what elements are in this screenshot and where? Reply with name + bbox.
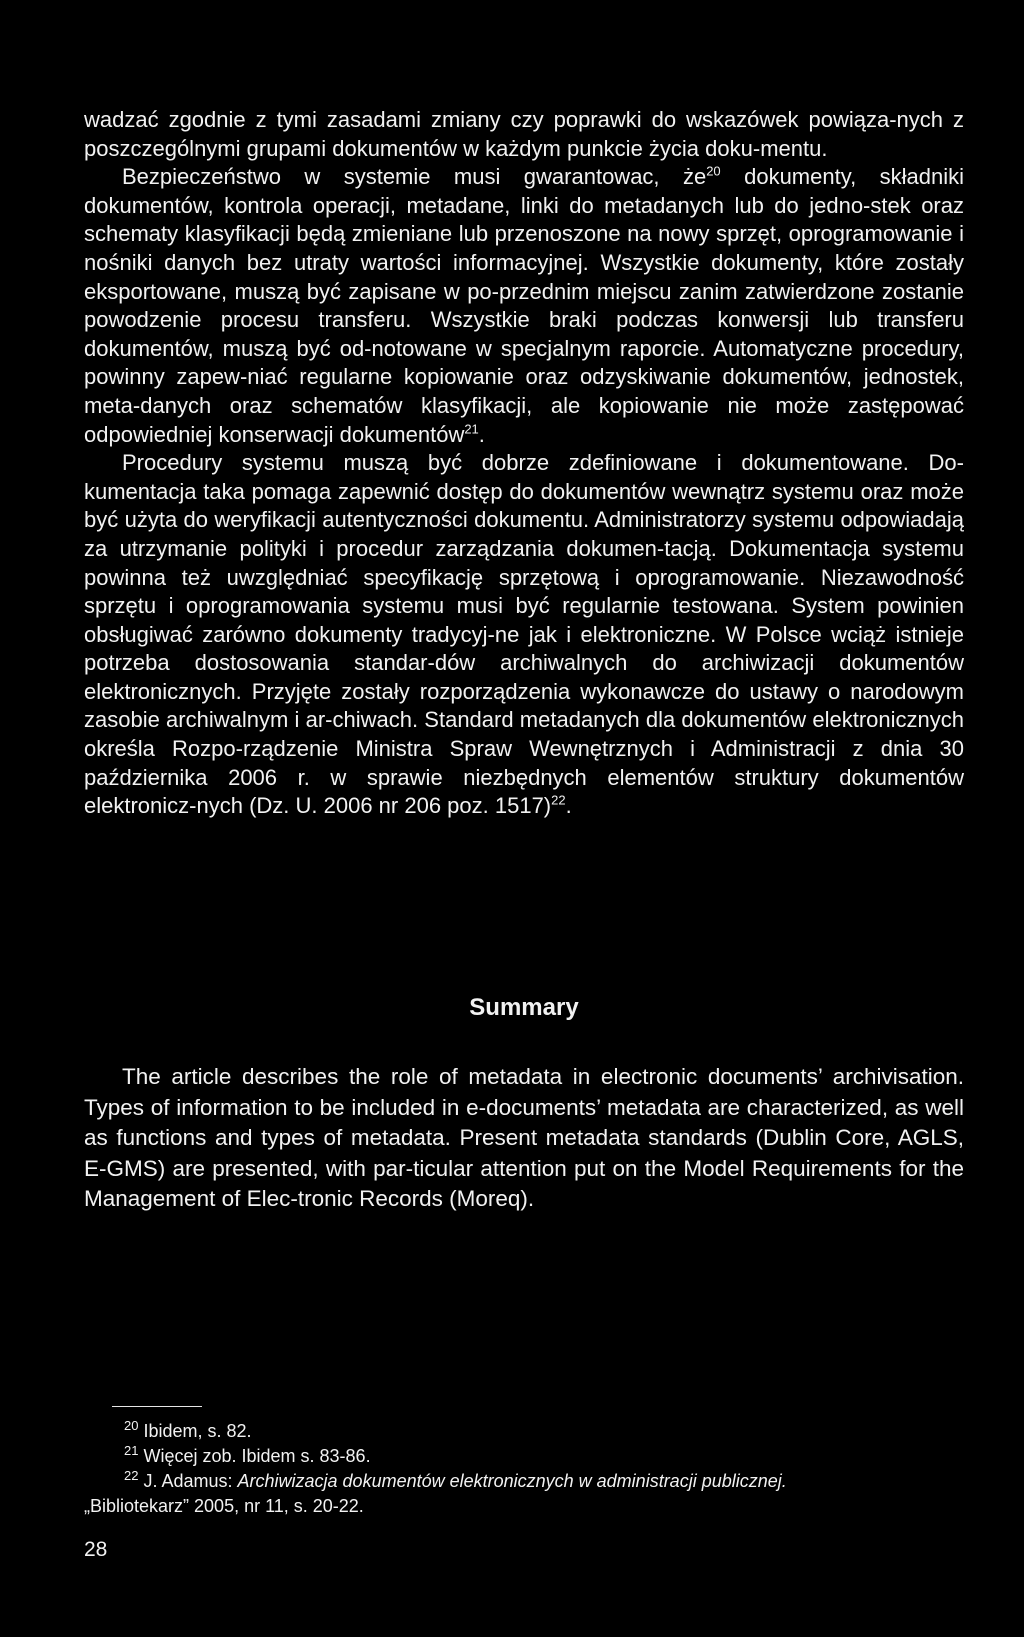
footnote-20: $^{20}$ Ibidem, s. 82.	[124, 1418, 252, 1441]
footnote-22: $^{22}$ J. Adamus: Archiwizacja dokumentów elektronicznych w administracji publicznej. „Bibliotekarz” 2005, nr 11, s. 20-22.	[84, 1468, 787, 1516]
footnote-ref-21[interactable]: 21	[464, 421, 479, 437]
footnote-ref-20[interactable]: 20	[706, 163, 721, 179]
paragraph-security: Bezpieczeństwo w systemie musi gwarantowac, że	[122, 164, 707, 190]
footnote-22-title: Archiwizacja dokumentów elektronicznych w administracji publicznej.	[237, 1471, 787, 1491]
footnote-ref-22[interactable]: 22	[551, 792, 566, 808]
summary-body: The article describes the role of metadata in electronic documents’ archivisation. Types of information to be included in e-documents’ metadata are characterized, as well as functions and types of metadata. Present metadata standards (Dublin Core, AGLS, E-GMS) are presented, with par-ticular attention put on the Model Requirements for the Management of Elec-tronic Records (Moreq).	[84, 1064, 964, 1211]
footnote-separator	[112, 1406, 202, 1407]
footnotes	[84, 1406, 964, 1519]
summary-text	[84, 1062, 964, 1215]
summary-heading: Summary	[469, 994, 579, 1021]
page-number: 28	[84, 1538, 108, 1561]
footnote-22-source: „Bibliotekarz” 2005, nr 11, s. 20-22.	[84, 1496, 364, 1516]
paragraph-security-cont: dokumenty, składniki dokumentów, kontrola operacji, metadane, linki do metadanych lub do jedno-stek oraz schematy klasyfikacji będą zmieniane lub przenoszone na nowy sprzęt, oprogramowanie i nośniki danych bez utraty wartości informacyjnej. Wszystkie dokumenty, które zostały eksportowane, muszą być zapisane w po-przednim miejscu zanim zatwierdzone zostanie powodzenie procesu transferu. Wszystkie braki podczas konwersji lub transferu dokumentów, muszą być od-notowane w specjalnym raporcie. Automatyczne procedury, powinny zapew-niać regularne kopiowanie oraz odzyskiwanie dokumentów, jednostek, meta-danych oraz schematów klasyfikacji, ale kopiowanie nie może zastępować odpowiedniej konserwacji dokumentów	[84, 164, 964, 447]
document-page	[84, 106, 964, 1561]
paragraph-continuation: wadzać zgodnie z tymi zasadami zmiany czy poprawki do wskazówek powiąza-nych z poszczególnymi grupami dokumentów w każdym punkcie życia doku-mentu.	[84, 107, 964, 161]
footnote-21: $^{21}$ Więcej zob. Ibidem s. 83-86.	[124, 1443, 371, 1466]
body-text: wadzać zgodnie z tymi zasadami zmiany czy poprawki do wskazówek powiąza-nych z poszczególnymi grupami dokumentów w każdym punkcie życia doku-mentu. Bezpieczeństwo w systemie musi gwarantowac, $że^{20}$ dokumenty, składniki dokumentów, kontrola operacji, metadane, linki do metadanych lub do jedno-stek oraz schematy klasyfikacji będą zmieniane lub przenoszone na nowy sprzęt, oprogramowanie i nośniki danych bez utraty wartości informacyjnej. Wszystkie dokumenty, które zostały eksportowane, muszą być zapisane w po-przednim miejscu zanim zatwierdzone zostanie powodzenie procesu transferu. Wszystkie braki podczas konwersji lub transferu dokumentów, muszą być od-notowane w specjalnym raporcie. Automatyczne procedury, powinny zapew-niać regularne kopiowanie oraz odzyskiwanie dokumentów, jednostek, meta-danych oraz schematów klasyfikacji, ale kopiowanie nie może zastępować odpowiedniej konserwacji dokumentów$^{21}$. Procedury systemu muszą być dobrze zdefiniowane i dokumentowane. Do-kumentacja taka pomaga zapewnić dostęp do dokumentów wewnątrz systemu oraz może być użyta do weryfikacji autentyczności dokumentu. Administratorzy systemu odpowiadają za utrzymanie polityki i procedur zarządzania dokumen-tacją. Dokumentacja systemu powinna też uwzględniać specyfikację sprzętową i oprogramowanie. Niezawodność sprzętu i oprogramowania systemu musi być regularnie testowana. System powinien obsługiwać zarówno dokumenty tradycyj-ne jak i elektroniczne. W Polsce wciąż istnieje potrzeba dostosowania standar-dów archiwalnych do archiwizacji dokumentów elektronicznych. Przyjęte zostały rozporządzenia wykonawcze do ustawy o narodowym zasobie archiwalnym i ar-chiwach. Standard metadanych dla dokumentów elektronicznych określa Rozpo-rządzenie Ministra Spraw Wewnętrznych i Administracji z dnia 30 października 2006 r. w sprawie niezbędnych elementów struktury dokumentów elektronicz-nych (Dz. U. 2006 nr 206 poz. 1517)$^{22}$.	[84, 107, 964, 819]
paragraph-procedures: Procedury systemu muszą być dobrze zdefiniowane i dokumentowane. Do-kumentacja taka pomaga zapewnić dostęp do dokumentów wewnątrz systemu oraz może być użyta do weryfikacji autentyczności dokumentu. Administratorzy systemu odpowiadają za utrzymanie polityki i procedur zarządzania dokumen-tacją. Dokumentacja systemu powinna też uwzględniać specyfikację sprzętową i oprogramowanie. Niezawodność sprzętu i oprogramowania systemu musi być regularnie testowana. System powinien obsługiwać zarówno dokumenty tradycyj-ne jak i elektroniczne. W Polsce wciąż istnieje potrzeba dostosowania standar-dów archiwalnych do archiwizacji dokumentów elektronicznych. Przyjęte zostały rozporządzenia wykonawcze do ustawy o narodowym zasobie archiwalnym i ar-chiwach. Standard metadanych dla dokumentów elektronicznych określa Rozpo-rządzenie Ministra Spraw Wewnętrznych i Administracji z dnia 30 października 2006 r. w sprawie niezbędnych elementów struktury dokumentów elektronicz-nych (Dz. U. 2006 nr 206 poz. 1517)	[84, 450, 964, 819]
